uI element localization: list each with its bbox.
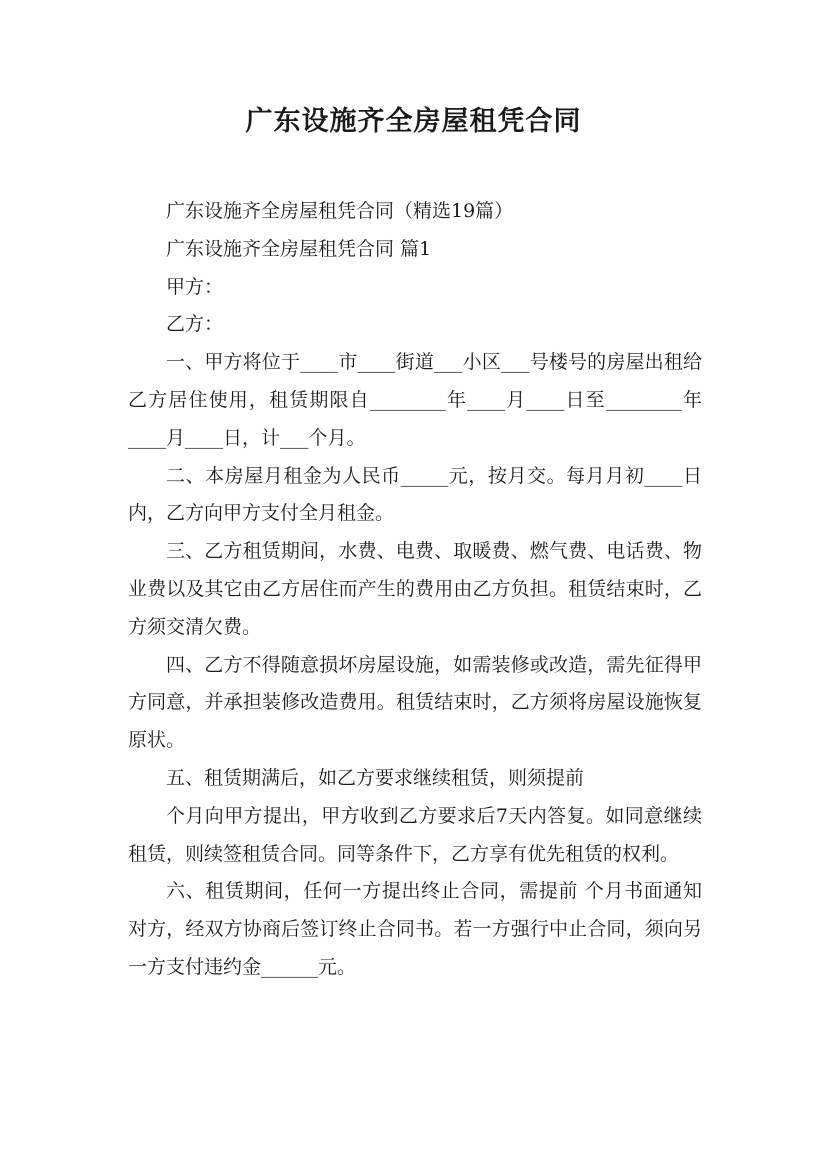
party-b-line: 乙方： [166, 313, 224, 336]
document-body [128, 193, 702, 987]
clause-4: 四、乙方不得随意损坏房屋设施，如需装修或改造，需先征得甲方同意，并承担装修改造费用。租赁结束时，乙方须将房屋设施恢复原状。 [128, 653, 702, 752]
clause-1: 一、甲方将位于____市____街道___小区___号楼号的房屋出租给乙方居住使用，租赁期限自________年____月____日至________年____月____日，计___个月。 [128, 351, 702, 449]
clause-5-continued: 个月向甲方提出，甲方收到乙方要求后7天内答复。如同意继续租赁，则续签租赁合同。同等条件下，乙方享有优先租赁的权利。 [128, 804, 702, 865]
document-title: 广东设施齐全房屋租凭合同 [245, 106, 582, 137]
subtitle-paragraph: 广东设施齐全房屋租凭合同（精选19篇） [166, 200, 514, 222]
party-a-line: 甲方： [166, 275, 224, 298]
clause-3: 三、乙方租赁期间，水费、电费、取暖费、燃气费、电话费、物业费以及其它由乙方居住而产生的费用由乙方负担。租赁结束时，乙方须交清欠费。 [128, 540, 702, 638]
clause-6: 六、租赁期间，任何一方提出终止合同，需提前 个月书面通知对方，经双方协商后签订终止合同书。若一方强行中止合同，须向另一方支付违约金______元。 [128, 880, 702, 978]
section-heading: 广东设施齐全房屋租凭合同 篇1 [166, 237, 432, 260]
clause-2: 二、本房屋月租金为人民币_____元，按月交。每月月初____日内，乙方向甲方支付全月租金。 [128, 464, 702, 525]
clause-5: 五、租赁期满后，如乙方要求继续租赁，则须提前 [166, 766, 585, 789]
